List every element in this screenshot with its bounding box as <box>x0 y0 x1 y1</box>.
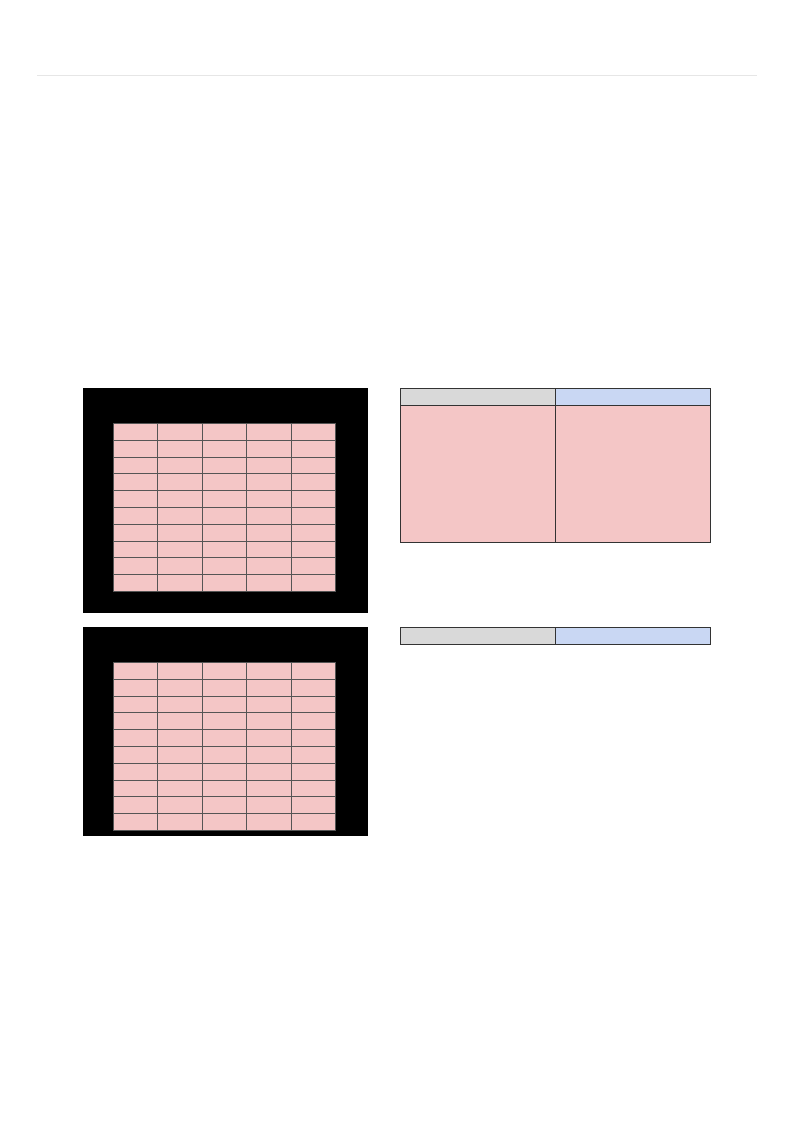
grid-cell <box>247 491 291 508</box>
title-divider <box>37 75 757 76</box>
grid-cell <box>247 457 291 474</box>
wristband-preview-1 <box>83 388 368 613</box>
grid-row <box>114 558 336 575</box>
grid-cell <box>247 424 291 441</box>
grid-cell <box>291 491 335 508</box>
grid-cell <box>202 746 246 763</box>
grid-row <box>114 424 336 441</box>
grid-cell <box>291 763 335 780</box>
grid-cell <box>291 541 335 558</box>
pitch-numbers <box>478 457 556 474</box>
pitches-header <box>401 628 556 645</box>
grid-cell <box>158 679 202 696</box>
grid-cell <box>158 814 202 831</box>
pick-name <box>556 491 634 508</box>
grid-cell <box>114 507 158 524</box>
grid-cell <box>158 507 202 524</box>
grid-cell <box>291 730 335 747</box>
grid-row <box>114 440 336 457</box>
pick-name <box>556 423 634 440</box>
grid-row <box>114 797 336 814</box>
key-row <box>401 457 711 474</box>
grid-cell <box>247 746 291 763</box>
grid-cell <box>291 457 335 474</box>
wristband-preview-2 <box>83 627 368 836</box>
key-row <box>401 406 711 424</box>
picks-header <box>556 628 711 645</box>
pick-name <box>556 525 634 543</box>
grid-cell <box>291 780 335 797</box>
grid-cell <box>247 679 291 696</box>
grid-row <box>114 575 336 592</box>
grid-row <box>114 507 336 524</box>
grid-cell <box>114 780 158 797</box>
grid-cell <box>247 474 291 491</box>
grid-cell <box>158 663 202 680</box>
grid-cell <box>202 814 246 831</box>
grid-cell <box>202 457 246 474</box>
pick-numbers <box>633 525 711 543</box>
pick-name <box>556 508 634 525</box>
pitch-name <box>401 423 479 440</box>
grid-cell <box>158 524 202 541</box>
grid-cell <box>202 713 246 730</box>
key-row <box>401 508 711 525</box>
grid-cell <box>158 440 202 457</box>
grid-cell <box>114 457 158 474</box>
grid-cell <box>158 696 202 713</box>
grid-cell <box>202 730 246 747</box>
grid-cell <box>158 474 202 491</box>
pick-name <box>556 406 634 424</box>
grid-cell <box>114 440 158 457</box>
grid-cell <box>291 679 335 696</box>
grid-row <box>114 474 336 491</box>
grid-cell <box>202 524 246 541</box>
grid-row <box>114 713 336 730</box>
grid-cell <box>158 575 202 592</box>
grid-cell <box>202 679 246 696</box>
grid-row <box>114 696 336 713</box>
grid-cell <box>114 730 158 747</box>
grid-cell <box>291 663 335 680</box>
grid-cell <box>202 474 246 491</box>
grid-cell <box>202 541 246 558</box>
pick-name <box>556 440 634 457</box>
grid-cell <box>114 763 158 780</box>
grid-cell <box>247 713 291 730</box>
grid-cell <box>158 780 202 797</box>
grid-row <box>114 763 336 780</box>
pick-numbers <box>633 491 711 508</box>
grid-cell <box>247 730 291 747</box>
pitch-numbers <box>478 440 556 457</box>
grid-row <box>114 730 336 747</box>
grid-cell <box>114 424 158 441</box>
pick-numbers <box>633 440 711 457</box>
key-row <box>401 440 711 457</box>
grid-row <box>114 780 336 797</box>
pitch-name <box>401 508 479 525</box>
grid-cell <box>114 679 158 696</box>
grid-cell <box>202 424 246 441</box>
grid-row <box>114 541 336 558</box>
grid-row <box>114 457 336 474</box>
grid-cell <box>202 663 246 680</box>
grid-cell <box>247 524 291 541</box>
grid-cell <box>202 440 246 457</box>
grid-cell <box>158 797 202 814</box>
pitch-key-table-2 <box>400 627 711 645</box>
grid-cell <box>202 696 246 713</box>
grid-cell <box>114 575 158 592</box>
grid-cell <box>291 797 335 814</box>
key-row <box>401 474 711 491</box>
grid-cell <box>114 713 158 730</box>
wristband-grid-1 <box>113 423 336 592</box>
grid-cell <box>291 474 335 491</box>
grid-cell <box>114 541 158 558</box>
pick-numbers <box>633 474 711 491</box>
grid-row <box>114 524 336 541</box>
pitch-numbers <box>478 491 556 508</box>
grid-cell <box>247 780 291 797</box>
grid-cell <box>158 763 202 780</box>
grid-cell <box>291 558 335 575</box>
grid-cell <box>202 507 246 524</box>
grid-cell <box>114 797 158 814</box>
pitch-key-table-1 <box>400 388 711 543</box>
grid-cell <box>247 507 291 524</box>
pick-numbers <box>633 457 711 474</box>
grid-cell <box>202 797 246 814</box>
grid-cell <box>291 424 335 441</box>
pitch-numbers <box>478 525 556 543</box>
grid-cell <box>202 763 246 780</box>
picks-header <box>556 389 711 406</box>
pitch-name <box>401 440 479 457</box>
grid-cell <box>247 558 291 575</box>
grid-cell <box>158 424 202 441</box>
grid-cell <box>114 558 158 575</box>
grid-cell <box>158 713 202 730</box>
grid-cell <box>247 663 291 680</box>
pitches-header <box>401 389 556 406</box>
grid-row <box>114 814 336 831</box>
grid-cell <box>158 457 202 474</box>
pitch-name <box>401 525 479 543</box>
grid-row <box>114 679 336 696</box>
grid-cell <box>247 541 291 558</box>
grid-row <box>114 746 336 763</box>
pitch-name <box>401 474 479 491</box>
grid-cell <box>247 575 291 592</box>
grid-cell <box>114 663 158 680</box>
pitch-numbers <box>478 508 556 525</box>
grid-cell <box>158 746 202 763</box>
grid-cell <box>291 440 335 457</box>
grid-cell <box>202 558 246 575</box>
pitch-numbers <box>478 423 556 440</box>
grid-cell <box>202 491 246 508</box>
pitch-numbers <box>478 406 556 424</box>
grid-cell <box>158 491 202 508</box>
key-row <box>401 491 711 508</box>
grid-row <box>114 491 336 508</box>
pick-name <box>556 457 634 474</box>
grid-cell <box>158 541 202 558</box>
grid-cell <box>114 491 158 508</box>
pitch-name <box>401 406 479 424</box>
grid-cell <box>158 730 202 747</box>
grid-cell <box>247 797 291 814</box>
pitch-name <box>401 491 479 508</box>
grid-cell <box>247 696 291 713</box>
grid-cell <box>114 746 158 763</box>
grid-cell <box>247 440 291 457</box>
pick-numbers <box>633 406 711 424</box>
grid-cell <box>291 746 335 763</box>
grid-cell <box>114 524 158 541</box>
grid-cell <box>291 575 335 592</box>
grid-cell <box>247 763 291 780</box>
grid-cell <box>114 696 158 713</box>
grid-cell <box>291 713 335 730</box>
pitch-name <box>401 457 479 474</box>
pick-numbers <box>633 508 711 525</box>
grid-cell <box>247 814 291 831</box>
grid-cell <box>291 507 335 524</box>
grid-cell <box>114 474 158 491</box>
key-row <box>401 525 711 543</box>
grid-cell <box>291 814 335 831</box>
grid-cell <box>114 814 158 831</box>
pick-numbers <box>633 423 711 440</box>
pick-name <box>556 474 634 491</box>
grid-cell <box>291 524 335 541</box>
grid-cell <box>202 780 246 797</box>
grid-cell <box>202 575 246 592</box>
pitch-numbers <box>478 474 556 491</box>
wristband-grid-2 <box>113 662 336 831</box>
grid-cell <box>291 696 335 713</box>
key-row <box>401 423 711 440</box>
grid-cell <box>158 558 202 575</box>
grid-row <box>114 663 336 680</box>
